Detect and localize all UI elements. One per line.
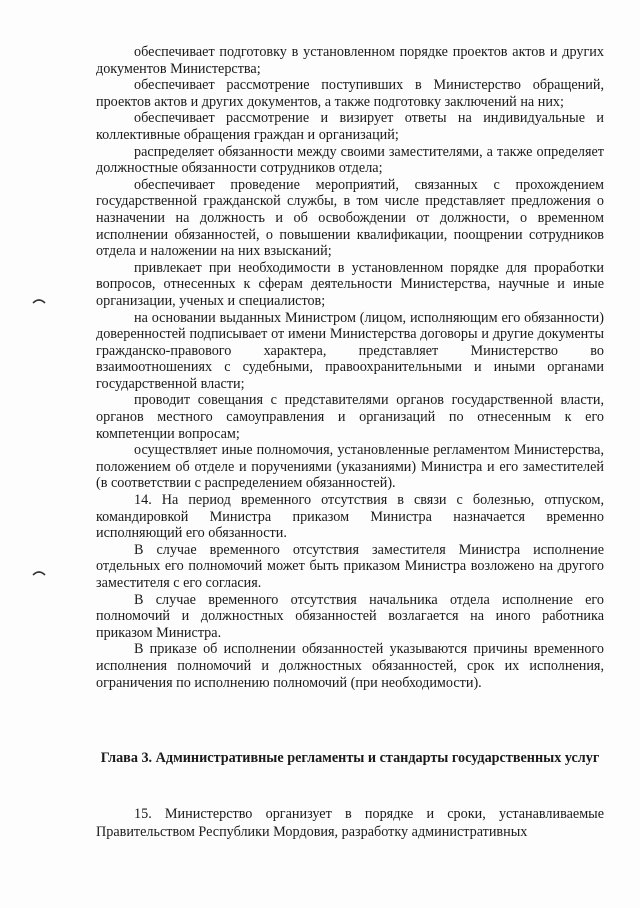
punch-hole-mark [32, 570, 46, 576]
paragraph: проводит совещания с представителями органов государственной власти, органов местного самоуправления и организаций по отнесенным к его компетенции вопросам; [96, 392, 604, 442]
paragraph: обеспечивает рассмотрение поступивших в Министерство обращений, проектов актов и других документов, а также подготовку заключений на них; [96, 77, 604, 110]
paragraph: обеспечивает рассмотрение и визирует ответы на индивидуальные и коллективные обращения граждан и организаций; [96, 110, 604, 143]
paragraph: В случае временного отсутствия начальника отдела исполнение его полномочий и должностных обязанностей возлагается на иного работника приказом Министра. [96, 591, 604, 641]
paragraph: 15. Министерство организует в порядке и сроки, устанавливаемые Правительством Республики Мордовия, разработку административных [96, 806, 604, 840]
paragraph: 14. На период временного отсутствия в связи с болезнью, отпуском, командировкой Министра приказом Министра назначается временно исполняющий его обязанности. [96, 492, 604, 542]
body-text [96, 44, 604, 691]
body-text-continued [96, 806, 604, 841]
paragraph: обеспечивает проведение мероприятий, связанных с прохождением государственной гражданской службы, в том числе представляет предложения о назначении на должность и об освобождении от должности, о временном исполнении обязанностей, о повышении квалификации, поощрении сотрудников отдела и наложении на них взысканий; [96, 176, 604, 260]
paragraph: на основании выданных Министром (лицом, исполняющим его обязанности) доверенностей подписывает от имени Министерства договоры и другие документы гражданско-правового характера, представляет Министерство во взаимоотношениях с судебными, правоохранительными и иными органами государственной власти; [96, 309, 604, 392]
paragraph: обеспечивает подготовку в установленном порядке проектов актов и других документов Министерства; [96, 44, 604, 77]
paragraph: привлекает при необходимости в установленном порядке для проработки вопросов, отнесенных к сферам деятельности Министерства, научные и иные организации, ученых и специалистов; [96, 259, 604, 309]
paragraph: В случае временного отсутствия заместителя Министра исполнение отдельных его полномочий может быть приказом Министра возложено на другого заместителя с его согласия. [96, 541, 604, 591]
punch-hole-mark [32, 298, 46, 304]
paragraph: В приказе об исполнении обязанностей указываются причины временного исполнения полномочий и должностных обязанностей, срок их исполнения, ограничения по исполнению полномочий (при необходимости). [96, 641, 604, 691]
chapter-title: Глава 3. Административные регламенты и стандарты государственных услуг [100, 750, 600, 766]
paragraph: распределяет обязанности между своими заместителями, а также определяет должностные обязанности сотрудников отдела; [96, 143, 604, 177]
paragraph: осуществляет иные полномочия, установленные регламентом Министерства, положением об отделе и поручениями (указаниями) Министра и его заместителей (в соответствии с распределением обязанностей). [96, 442, 604, 492]
